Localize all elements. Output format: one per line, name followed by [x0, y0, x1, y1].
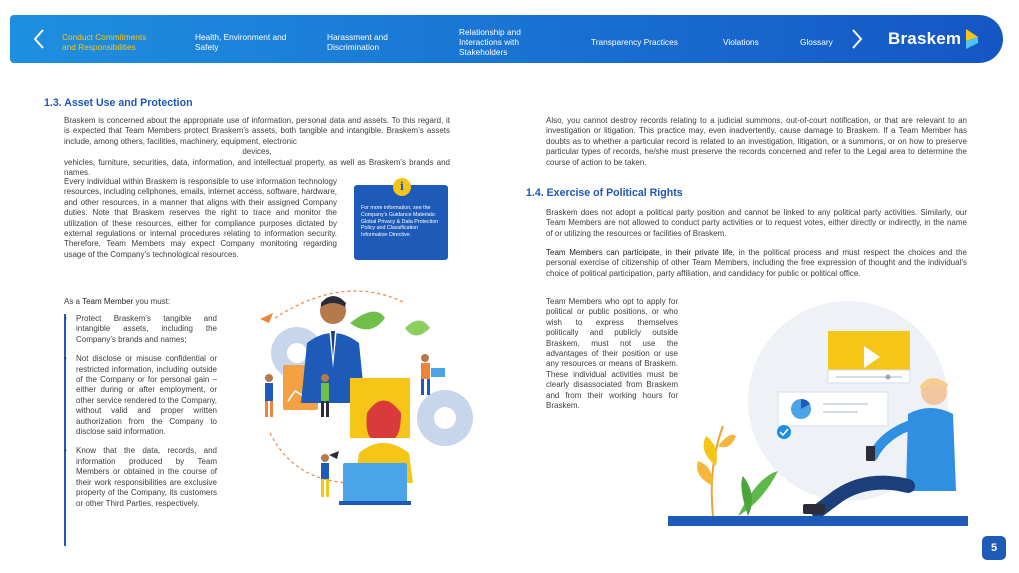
section-heading-political-rights: 1.4. Exercise of Political Rights [526, 187, 683, 199]
must-suffix: you must: [133, 297, 171, 306]
top-navigation-bar [10, 15, 1003, 63]
nav-item-relationship[interactable]: Relationship and Interactions with Stakeholders [459, 27, 521, 57]
political-paragraph-3: Team Members who opt to apply for political or public positions, or who wish to express themselves politically and publicly outside Braskem, must not use the advantages of their position or use any resources or means of Braskem. These individual activities must be clearly disassociated from Braskem and from their working hours for Braskem. [546, 297, 678, 411]
info-box-text: For more information, see the Company’s Guidance Materials: Global Privacy & Data Protection Policy and Classification Information Directive. [361, 205, 439, 239]
private-life-emphasis: Team Members can participate, in their private life, [546, 248, 735, 257]
private-life-text: in the political process and must respect the choices and the personal exercise of citizenship of other Team Members, including the free expression of thought and the individual’s choice of political participation, party affiliation, and candidacy for public or political office. [546, 248, 967, 278]
must-team-member: Team Member [82, 297, 134, 306]
asset-intro-text: Braskem is concerned about the appropriate use of information, personal data and assets. To this regard, it is expected that Team Members protect Braskem’s assets, both tangible and intangible. Braskem’s assets include, among others, facilities, machinery, equipment, electronic [64, 116, 450, 146]
brand-name: Braskem [888, 29, 962, 48]
must-prefix: As a [64, 297, 83, 306]
chevron-right-icon[interactable] [844, 27, 868, 51]
asset-intro-paragraph [64, 116, 450, 178]
info-icon: i [393, 178, 411, 196]
info-box [354, 185, 448, 260]
checkmark-icon [777, 425, 791, 439]
records-paragraph: Also, you cannot destroy records relating to a judicial summons, out-of-court notification, or that are relevant to an investigation or litigation. This practice may, even inadvertently, cause damage to Braskem. If a Team Member has doubts as to whether a particular record is related to an investigation, litigation, or a summons, or on how to preserve particular types of records, he/she must preserve the records concerned and refer to the Legal area to determine the course of action to be taken. [546, 116, 967, 167]
nav-item-health-environment[interactable]: Health, Environment and Safety [195, 32, 287, 52]
page-number-badge: 5 [982, 536, 1006, 560]
nav-item-violations[interactable]: Violations [723, 37, 759, 47]
political-paragraph-1: Braskem does not adopt a political party position and cannot be linked to any political party activities. Similarly, our Team Members are not allowed to conduct party activities or to request votes, either directly or indirectly, in the name of or utilizing the resources or facilities of Braskem. [546, 208, 967, 238]
list-item: • Protect Braskem’s tangible and intangible assets, including the Company’s brands and names; [64, 314, 217, 345]
man-with-phone-illustration [668, 296, 968, 528]
nav-item-conduct-commitments[interactable]: Conduct Commitments and Responsibilities [62, 32, 147, 52]
political-paragraph-2 [546, 248, 967, 279]
it-resources-paragraph: Every individual within Braskem is responsible to use information technology resources, including cellphones, emails, internet access, software, hardware, and other resources, in a manner that aligns with their assigned Company duties. Note that Braskem reserves the right to trace and monitor the utilization of these resources, either for compliance purposes dictated by external regulations or internal procedures relating to information security. Therefore, Team Members may expect Company monitoring regarding usage of the Company’s technological resources. [64, 177, 337, 259]
asset-intro-continued: vehicles, furniture, securities, data, information, and intellectual property, as well as Braskem’s brands and names. [64, 157, 450, 178]
section-heading-asset-use: 1.3. Asset Use and Protection [44, 97, 193, 109]
team-collaboration-illustration [255, 283, 485, 508]
chevron-left-icon[interactable] [28, 27, 52, 51]
braskem-logo[interactable] [888, 27, 980, 51]
nav-item-harassment[interactable]: Harassment and Discrimination [327, 32, 388, 52]
list-item: • Know that the data, records, and information produced by Team Members or obtained in the course of their work responsibilities are exclusive property of the Company, its customers or other Third Parties, respectively. [64, 446, 217, 508]
nav-item-transparency[interactable]: Transparency Practices [591, 37, 678, 47]
obligations-list [64, 314, 222, 518]
list-item: • Not disclose or misuse confidential or restricted information, including outside of the Company or for personal gain – either during or after employment, or other service rendered to the Company, without valid and proper written authorization from the Company to disclose said information. [64, 354, 217, 437]
asset-intro-devices: devices, [242, 147, 272, 157]
team-member-must-label [64, 297, 224, 307]
braskem-mark-icon [964, 28, 980, 50]
nav-item-glossary[interactable]: Glossary [800, 37, 833, 47]
